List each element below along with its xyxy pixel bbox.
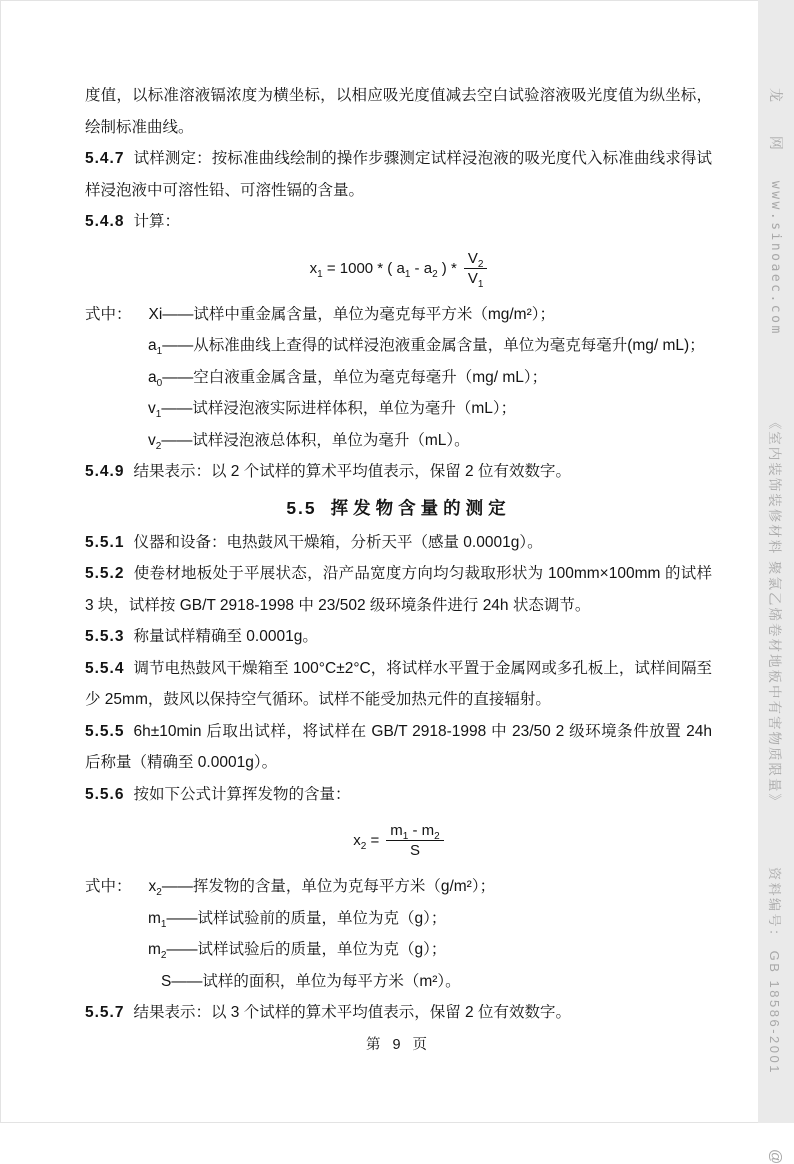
watermark-at-sign: @ <box>767 1148 785 1164</box>
section-number: 5.5.3 <box>85 628 125 645</box>
section-number: 5.5.5 <box>85 722 125 740</box>
section-number: 5.4.9 <box>85 463 125 480</box>
definition-term: $m_1$ <box>148 909 167 930</box>
definition-item <box>85 330 712 362</box>
body-paragraph: 5.4.8 计算： <box>85 213 180 230</box>
body-paragraph: 5.4.9 结果表示：以 2 个试样的算术平均值表示，保留 2 位有效数字。 <box>85 463 571 480</box>
fraction-denominator: S <box>409 842 420 859</box>
definition-desc: ——试样浸泡液实际进样体积，单位为毫升（mL）； <box>161 400 517 417</box>
section-number: 5.5.2 <box>85 565 125 582</box>
definition-term: $a_1$ <box>148 337 163 358</box>
formula <box>85 243 712 294</box>
definition-desc: ——空白液重金属含量，单位为毫克每毫升（mg/ mL）； <box>162 368 548 386</box>
definition-list <box>85 299 712 457</box>
fraction-denominator: $V_1$ <box>467 269 484 290</box>
watermark-doc-title: 《室内装饰装修材料 聚氯乙烯卷材地板中有害物质限量》 <box>767 415 782 810</box>
definition-term: $v_1$ <box>148 400 162 421</box>
definition-intro: 式中： <box>85 305 132 323</box>
section-number: 5.5.4 <box>85 659 125 677</box>
definition-item <box>85 299 712 331</box>
definition-term: $a_0$ <box>148 368 163 389</box>
definition-item <box>85 966 712 998</box>
definition-desc: ——试样浸泡液总体积，单位为毫升（mL）。 <box>161 431 470 449</box>
definition-desc: ——试样试验后的质量，单位为克（g）； <box>166 941 447 958</box>
body-paragraph: 度值，以标准溶液镉浓度为横坐标，以相应吸光度值减去空白试验溶液吸光度值为纵坐标，绘制标准曲线。 <box>85 87 712 136</box>
section-number: 5.5.7 <box>85 1004 125 1021</box>
definition-desc: ——试样的面积，单位为每平方米（m²）。 <box>171 972 461 990</box>
section-number: 5.5.6 <box>85 785 125 803</box>
definition-item <box>85 362 712 394</box>
body-paragraph: 5.5.3 称量试样精确至 0.0001g。 <box>85 628 318 645</box>
section-number: 5.4.7 <box>85 150 125 167</box>
definition-item <box>85 871 712 903</box>
definition-item <box>85 934 712 966</box>
definition-term: $x_2$ <box>148 878 162 899</box>
body-paragraph: 5.5.2 使卷材地板处于平展状态，沿产品宽度方向均匀裁取形状为 100mm×100mm 的试样 3 块，试样按 GB/T 2918-1998 中 23/502 级环境条件进行 24h 状态调节。 <box>85 565 712 614</box>
section-number: 5.4.8 <box>85 213 125 230</box>
fraction-numerator: $m_1 - m_2$ <box>386 822 443 841</box>
formula-expression: $x_2$ = <box>353 832 380 852</box>
body-paragraph: 5.4.7 试样测定：按标准曲线绘制的操作步骤测定试样浸泡液的吸光度代入标准曲线求得试样浸泡液中可溶性铅、可溶性镉的含量。 <box>85 150 712 199</box>
body-paragraph: 5.5.4 调节电热鼓风干燥箱至 100°C±2°C，将试样水平置于金属网或多孔板上，试样间隔至少 25mm，鼓风以保持空气循环。试样不能受加热元件的直接辐射。 <box>85 659 712 708</box>
section-heading: 5.5 挥发物含量的测定 <box>286 497 511 518</box>
definition-item <box>85 425 712 457</box>
definition-term: $v_2$ <box>148 431 162 452</box>
definition-desc: ——试样试验前的质量，单位为克（g）； <box>166 909 447 927</box>
page-number: 第 9 页 <box>365 1037 432 1053</box>
fraction-numerator: $V_2$ <box>464 250 488 269</box>
body-paragraph: 5.5.5 6h±10min 后取出试样，将试样在 GB/T 2918-1998 中 23/50 2 级环境条件放置 24h 后称量（精确至 0.0001g）。 <box>85 722 712 771</box>
definition-term: S <box>161 972 172 990</box>
watermark-site-name: 龙 网 <box>768 88 784 165</box>
definition-desc: ——试样中重金属含量，单位为毫克每平方米（mg/m²）； <box>162 305 555 323</box>
definition-term: Xi <box>148 305 163 323</box>
body-paragraph: 5.5.1 仪器和设备：电热鼓风干燥箱，分析天平（感量 0.0001g）。 <box>85 533 543 551</box>
watermark-doc-number: 资料编号： GB 18586-2001 <box>767 867 783 1075</box>
formula <box>85 815 712 866</box>
document-body <box>85 80 712 1029</box>
formula-expression: $x_1 = 1000$ * ( $a_1 - a_2$ ) * <box>309 259 457 280</box>
definition-item <box>85 393 712 425</box>
body-paragraph: 5.5.7 结果表示：以 3 个试样的算术平均值表示，保留 2 位有效数字。 <box>85 1004 571 1021</box>
body-paragraph: 5.5.6 按如下公式计算挥发物的含量： <box>85 785 351 803</box>
fraction <box>464 249 488 290</box>
definition-desc: ——从标准曲线上查得的试样浸泡液重金属含量，单位为毫克每毫升(mg/ mL)； <box>162 337 705 354</box>
section-number: 5.5 <box>286 497 317 518</box>
definition-term: $m_2$ <box>148 941 167 962</box>
fraction <box>386 822 443 859</box>
definition-item <box>85 903 712 935</box>
definition-list <box>85 871 712 997</box>
section-number: 5.5.1 <box>85 533 125 551</box>
definition-desc: ——挥发物的含量，单位为克每平方米（g/m²）； <box>161 878 496 895</box>
watermark-site-url: www.sinoaec.com <box>768 180 784 336</box>
sidebar-watermark <box>758 0 794 1164</box>
definition-intro: 式中： <box>85 878 132 895</box>
